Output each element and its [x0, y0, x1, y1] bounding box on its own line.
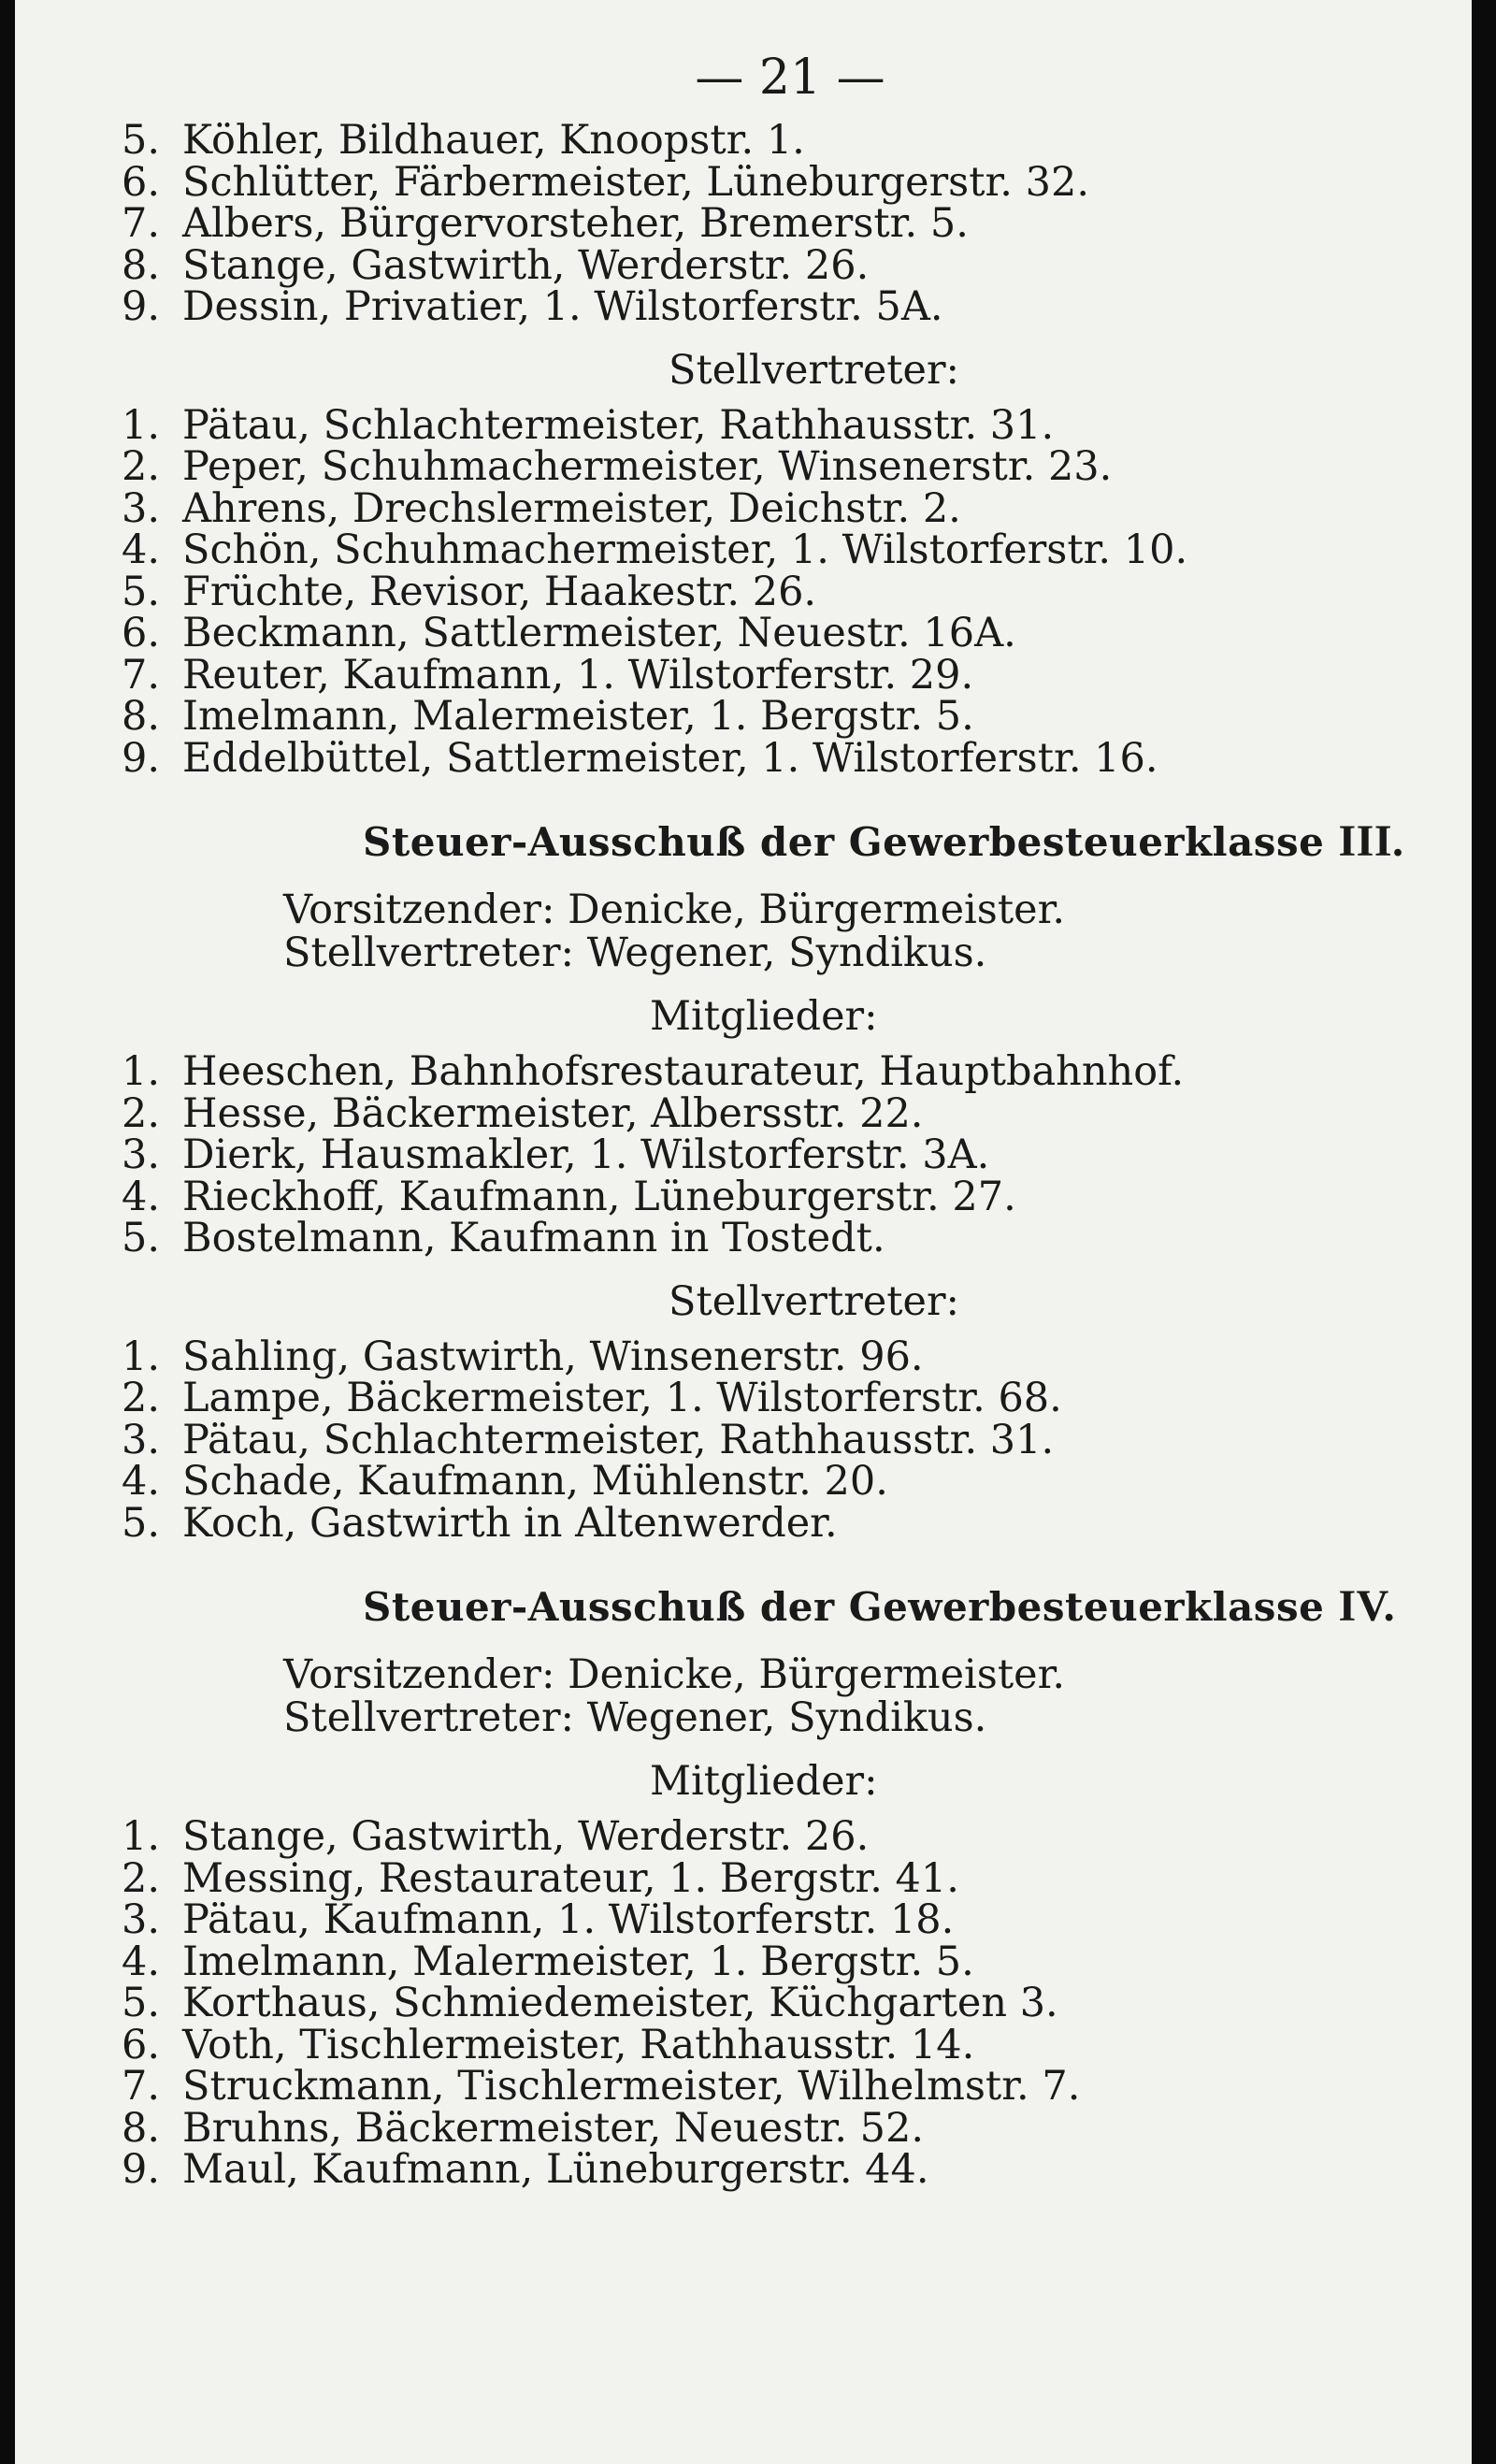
item-text: Pätau, Schlachtermeister, Rathhausstr. 31. [182, 1416, 1055, 1463]
item-text: Köhler, Bildhauer, Knoopstr. 1. [182, 117, 805, 164]
list-item [122, 1938, 1412, 1985]
item-text: Schön, Schuhmachermeister, 1. Wilstorferstr. 10. [182, 526, 1188, 573]
item-text: Albers, Bürgervorsteher, Bremerstr. 5. [182, 200, 969, 247]
list-item [122, 651, 1412, 699]
list-item [122, 1896, 1412, 1943]
chair-line: Vorsitzender: Denicke, Bürgermeister. [283, 886, 1066, 933]
item-text: Schlütter, Färbermeister, Lüneburgerstr. 32. [182, 158, 1090, 206]
item-number: 1. [122, 1813, 161, 1860]
item-number: 6. [122, 610, 161, 656]
item-number: 6. [122, 2021, 161, 2068]
section-title-text: Steuer-Ausschuß der Gewerbesteuerklasse [363, 819, 1325, 865]
list-item [122, 200, 1412, 247]
item-text: Pätau, Schlachtermeister, Rathhausstr. 31. [182, 401, 1055, 449]
item-text: Koch, Gastwirth in Altenwerder. [182, 1499, 838, 1547]
list-item [122, 241, 1412, 289]
item-number: 4. [122, 1173, 161, 1220]
item-number: 3. [122, 484, 161, 532]
members-heading: Mitglieder: [650, 993, 878, 1040]
item-text: Sahling, Gastwirth, Winsenerstr. 96. [182, 1333, 924, 1380]
item-text: Früchte, Revisor, Haakestr. 26. [182, 568, 817, 615]
item-text: Schade, Kaufmann, Mühlenstr. 20. [182, 1458, 888, 1505]
item-number: 9. [122, 283, 161, 330]
item-number: 5. [122, 117, 161, 164]
item-number: 5. [122, 1215, 161, 1261]
member-list [122, 117, 1412, 330]
list-item [122, 1377, 1412, 1419]
item-number: 2. [122, 443, 161, 490]
deputies-heading: Stellvertreter: [669, 1277, 960, 1325]
vice-chair-line: Stellvertreter: Wegener, Syndikus. [283, 929, 987, 976]
item-number: 8. [122, 241, 161, 289]
list-item [122, 1131, 1412, 1178]
item-text: Imelmann, Malermeister, 1. Bergstr. 5. [182, 693, 974, 740]
list-item [122, 526, 1412, 573]
list-item [122, 158, 1412, 206]
list-item [122, 1215, 1412, 1261]
section-roman-numeral: III. [1338, 816, 1404, 866]
list-item [122, 443, 1412, 490]
item-text: Pätau, Kaufmann, 1. Wilstorferstr. 18. [182, 1896, 955, 1943]
item-number: 7. [122, 651, 161, 699]
item-text: Stange, Gastwirth, Werderstr. 26. [182, 241, 870, 289]
item-number: 4. [122, 1458, 161, 1505]
item-number: 5. [122, 568, 161, 615]
list-item [122, 612, 1412, 655]
item-number: 2. [122, 1089, 161, 1137]
list-item [122, 1499, 1412, 1547]
list-item [122, 568, 1412, 615]
list-item [122, 1333, 1412, 1380]
section-title-class-4 [363, 1583, 1412, 1631]
item-text: Rieckhoff, Kaufmann, Lüneburgerstr. 27. [182, 1173, 1016, 1220]
item-text: Beckmann, Sattlermeister, Neuestr. 16A. [182, 610, 1016, 656]
list-item [122, 1048, 1412, 1095]
item-number: 1. [122, 1048, 161, 1095]
item-text: Struckmann, Tischlermeister, Wilhelmstr. 7. [182, 2063, 1081, 2110]
deputy-list [122, 1333, 1412, 1547]
item-text: Lampe, Bäckermeister, 1. Wilstorferstr. 68. [182, 1375, 1062, 1421]
deputies-heading: Stellvertreter: [669, 346, 960, 394]
item-text: Bostelmann, Kaufmann in Tostedt. [182, 1215, 885, 1261]
item-number: 4. [122, 526, 161, 573]
item-number: 8. [122, 693, 161, 740]
vice-chair-line: Stellvertreter: Wegener, Syndikus. [283, 1694, 987, 1741]
list-item [122, 2021, 1412, 2068]
item-number: 9. [122, 2146, 161, 2193]
list-item [122, 1458, 1412, 1505]
list-item [122, 2104, 1412, 2152]
list-item [122, 117, 1412, 164]
item-number: 6. [122, 158, 161, 206]
list-item [122, 283, 1412, 330]
section-roman-numeral: IV. [1338, 1581, 1396, 1631]
list-item [122, 1813, 1412, 1860]
item-text: Reuter, Kaufmann, 1. Wilstorferstr. 29. [182, 651, 974, 699]
item-text: Ahrens, Drechslermeister, Deichstr. 2. [182, 484, 961, 532]
item-text: Bruhns, Bäckermeister, Neuestr. 52. [182, 2104, 925, 2152]
list-item [122, 1982, 1412, 2025]
item-number: 1. [122, 1333, 161, 1380]
item-number: 3. [122, 1896, 161, 1943]
page-content [122, 36, 1412, 2191]
item-text: Imelmann, Malermeister, 1. Bergstr. 5. [182, 1938, 974, 1985]
item-number: 7. [122, 2063, 161, 2110]
list-item [122, 484, 1412, 532]
member-list [122, 1813, 1412, 2193]
section-title-class-3 [363, 818, 1412, 866]
list-item [122, 693, 1412, 740]
item-number: 3. [122, 1416, 161, 1463]
item-text: Korthaus, Schmiedemeister, Küchgarten 3. [182, 1980, 1058, 2026]
page-number: — 21 — [695, 50, 885, 106]
list-item [122, 1173, 1412, 1220]
chair-line: Vorsitzender: Denicke, Bürgermeister. [283, 1651, 1066, 1698]
list-item [122, 734, 1412, 782]
list-item [122, 1416, 1412, 1463]
list-item [122, 1854, 1412, 1902]
item-text: Heeschen, Bahnhofsrestaurateur, Hauptbahnhof. [182, 1048, 1185, 1095]
member-list [122, 1048, 1412, 1261]
scan-border-right [1472, 0, 1496, 2464]
item-number: 3. [122, 1131, 161, 1178]
item-number: 5. [122, 1499, 161, 1547]
item-number: 8. [122, 2104, 161, 2152]
item-text: Maul, Kaufmann, Lüneburgerstr. 44. [182, 2146, 929, 2193]
item-text: Messing, Restaurateur, 1. Bergstr. 41. [182, 1854, 959, 1902]
item-number: 1. [122, 401, 161, 449]
members-heading: Mitglieder: [650, 1758, 878, 1805]
item-number: 2. [122, 1375, 161, 1421]
item-text: Peper, Schuhmachermeister, Winsenerstr. 23. [182, 443, 1113, 490]
deputy-list [122, 401, 1412, 782]
scan-border-left [0, 0, 15, 2464]
list-item [122, 2063, 1412, 2110]
item-number: 7. [122, 200, 161, 247]
item-text: Voth, Tischlermeister, Rathhausstr. 14. [182, 2021, 975, 2068]
list-item [122, 1089, 1412, 1137]
item-text: Eddelbüttel, Sattlermeister, 1. Wilstorferstr. 16. [182, 734, 1158, 782]
item-number: 4. [122, 1938, 161, 1985]
item-number: 5. [122, 1980, 161, 2026]
list-item [122, 401, 1412, 449]
item-number: 9. [122, 734, 161, 782]
item-text: Dessin, Privatier, 1. Wilstorferstr. 5A. [182, 283, 943, 330]
item-text: Hesse, Bäckermeister, Albersstr. 22. [182, 1089, 924, 1137]
section-title-text: Steuer-Ausschuß der Gewerbesteuerklasse [363, 1584, 1325, 1630]
item-text: Dierk, Hausmakler, 1. Wilstorferstr. 3A. [182, 1131, 990, 1178]
item-number: 2. [122, 1854, 161, 1902]
list-item [122, 2146, 1412, 2193]
item-text: Stange, Gastwirth, Werderstr. 26. [182, 1813, 870, 1860]
